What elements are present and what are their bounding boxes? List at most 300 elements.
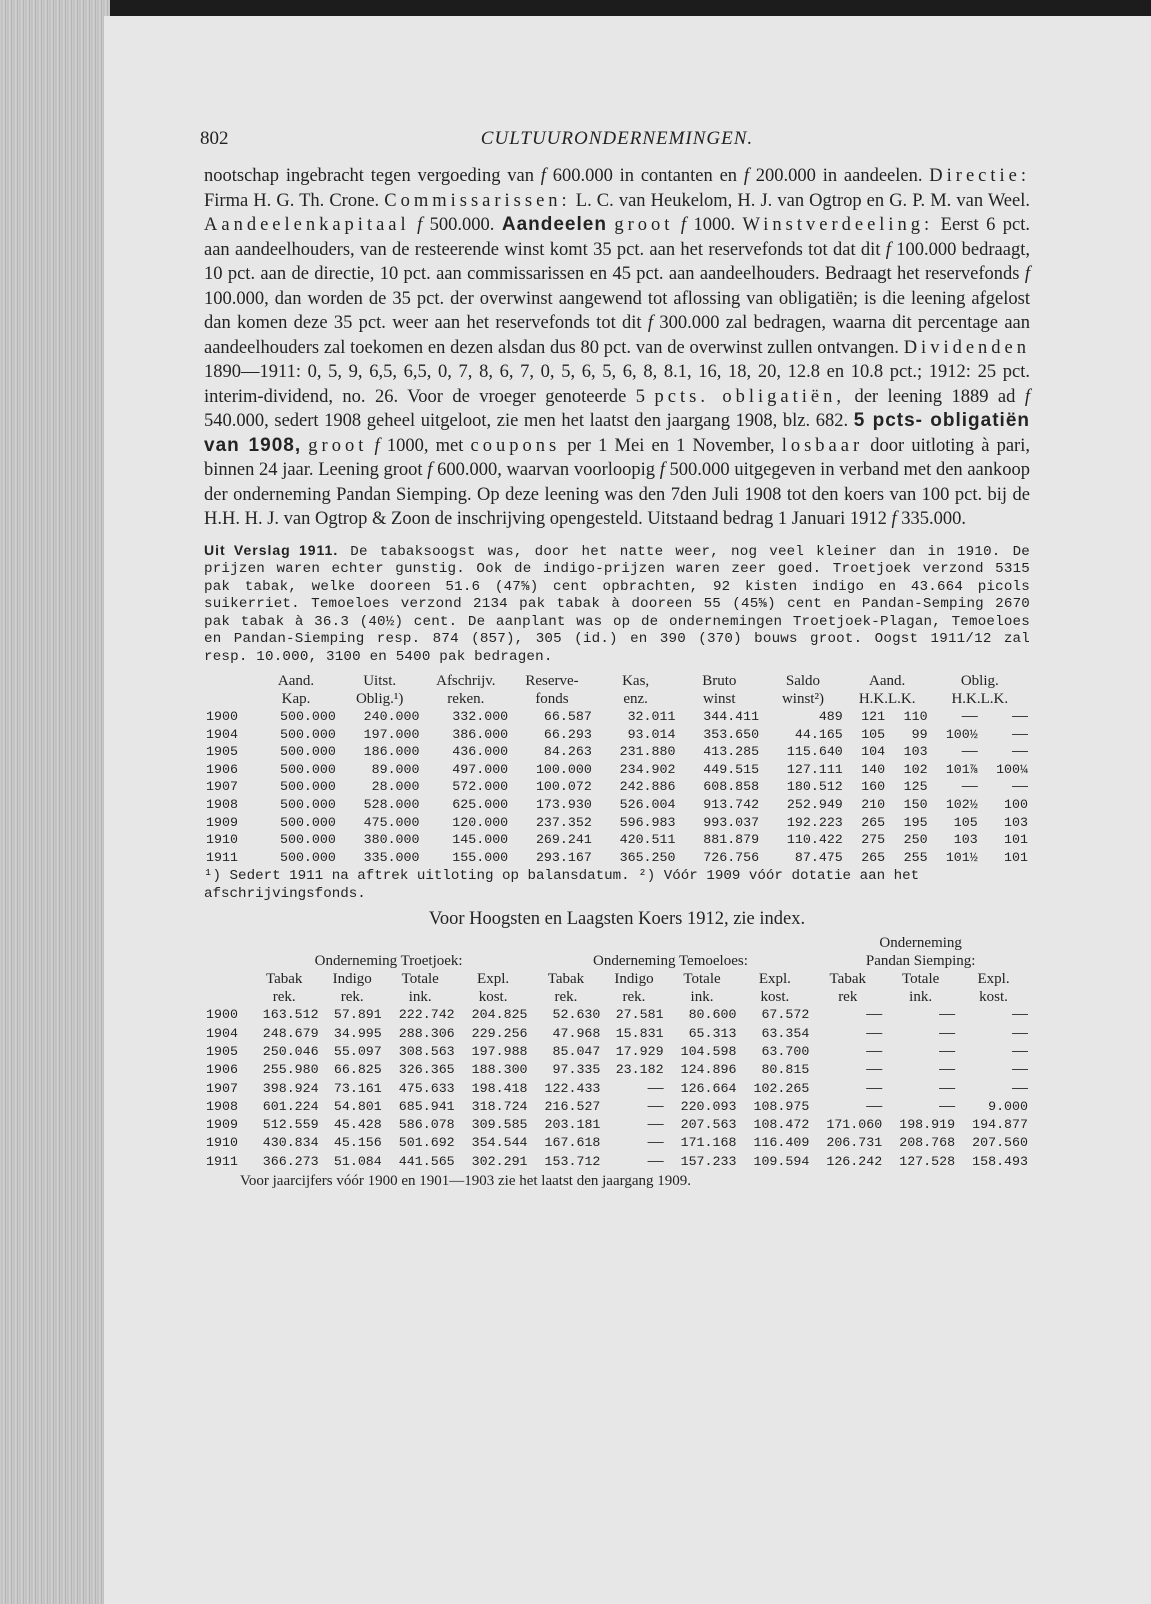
table-row bbox=[204, 831, 1030, 849]
table-cell: 208.768 bbox=[899, 1135, 956, 1151]
table-cell: 380.000 bbox=[363, 832, 420, 848]
table-cell: 100¼ bbox=[996, 761, 1028, 777]
column-header: rek. bbox=[340, 989, 364, 1006]
row-year: 1906 bbox=[206, 761, 238, 777]
paragraph-segment: f bbox=[427, 460, 433, 480]
column-header: Saldo bbox=[785, 673, 821, 689]
table-cell: 475.000 bbox=[363, 814, 420, 830]
table-cell: 102.265 bbox=[753, 1080, 810, 1096]
paragraph-segment: f bbox=[743, 166, 749, 186]
table-row bbox=[204, 761, 1030, 779]
table-cell: 80.600 bbox=[688, 1007, 737, 1023]
table-cell: 93.014 bbox=[627, 726, 676, 742]
table-cell: 398.924 bbox=[262, 1080, 319, 1096]
table-cell: —— bbox=[866, 1043, 883, 1059]
table-cell: 288.306 bbox=[398, 1025, 455, 1041]
table-cell: 302.291 bbox=[471, 1153, 528, 1169]
table-cell: 366.273 bbox=[262, 1153, 319, 1169]
table-cell: 23.182 bbox=[615, 1062, 664, 1078]
table-cell: 197.988 bbox=[471, 1043, 528, 1059]
table-cell: 210 bbox=[861, 796, 886, 812]
table-cell: 475.633 bbox=[398, 1080, 455, 1096]
paragraph-segment: Commissarissen: bbox=[384, 190, 571, 211]
table-cell: 625.000 bbox=[452, 796, 509, 812]
paragraph-segment: f bbox=[374, 435, 380, 456]
column-header: Tabak bbox=[265, 971, 303, 988]
table-cell: —— bbox=[939, 1098, 956, 1114]
table-cell: 192.223 bbox=[786, 814, 843, 830]
table-cell: 150 bbox=[903, 796, 928, 812]
table-cell: 204.825 bbox=[471, 1007, 528, 1023]
running-title: CULTUURONDERNEMINGEN. bbox=[480, 128, 754, 149]
column-header: Expl. bbox=[758, 971, 791, 988]
paragraph-segment: f bbox=[540, 166, 546, 186]
row-year: 1908 bbox=[206, 796, 238, 812]
table-cell: —— bbox=[961, 744, 978, 760]
table-cell: 512.559 bbox=[262, 1117, 319, 1133]
paragraph-segment: f bbox=[1024, 386, 1030, 407]
table-cell: 265 bbox=[861, 814, 886, 830]
table-cell: 173.930 bbox=[535, 796, 592, 812]
row-year: 1911 bbox=[206, 849, 238, 865]
table-cell: 84.263 bbox=[543, 744, 592, 760]
paragraph-segment: Winstverdeeling: bbox=[742, 215, 934, 235]
table-cell: 85.047 bbox=[552, 1043, 601, 1059]
production-table-header-bottom bbox=[204, 988, 1030, 1006]
table-cell: 413.285 bbox=[703, 744, 760, 760]
table-cell: 308.563 bbox=[398, 1043, 455, 1059]
column-header: Indigo bbox=[332, 971, 372, 988]
table-cell: 105 bbox=[953, 814, 978, 830]
table-cell: 601.224 bbox=[262, 1098, 319, 1114]
column-header: Aand. bbox=[277, 673, 315, 689]
column-header: Totale bbox=[902, 971, 940, 988]
table-cell: 109.594 bbox=[753, 1153, 810, 1169]
paragraph-segment: Aandeelenkapitaal bbox=[204, 215, 410, 235]
column-header: Tabak bbox=[829, 971, 866, 988]
table-cell: 153.712 bbox=[544, 1153, 601, 1169]
table-cell: 198.919 bbox=[899, 1117, 956, 1133]
table-cell: —— bbox=[866, 1025, 883, 1041]
column-header: Indigo bbox=[614, 971, 654, 988]
table-cell: 198.418 bbox=[471, 1080, 528, 1096]
paragraph-segment: groot bbox=[308, 435, 368, 456]
table-cell: 80.815 bbox=[761, 1062, 810, 1078]
column-header: fonds bbox=[535, 691, 569, 707]
table-cell: 265 bbox=[861, 849, 886, 865]
page-header bbox=[200, 128, 1030, 156]
row-year: 1910 bbox=[206, 1135, 238, 1151]
column-header: kost. bbox=[760, 989, 790, 1006]
row-year: 1907 bbox=[206, 779, 238, 795]
table-cell: 685.941 bbox=[398, 1098, 455, 1114]
table-cell: 100.072 bbox=[535, 779, 592, 795]
table-cell: 180.512 bbox=[786, 779, 843, 795]
group-troetjoek: Onderneming Troetjoek: bbox=[314, 953, 463, 970]
table-cell: 500.000 bbox=[279, 709, 336, 724]
table-cell: 586.078 bbox=[398, 1117, 455, 1133]
paragraph-segment: Aandeelen bbox=[501, 214, 607, 235]
table-cell: 104.598 bbox=[680, 1043, 737, 1059]
annual-report-summary bbox=[204, 542, 1030, 667]
table-cell: 66.587 bbox=[543, 709, 592, 724]
table-cell: —— bbox=[1012, 726, 1028, 742]
table-cell: 121 bbox=[861, 709, 886, 724]
table-cell: 101⅞ bbox=[945, 761, 978, 777]
row-year: 1908 bbox=[206, 1098, 238, 1114]
paragraph-segment: der leening 1889 ad bbox=[845, 386, 1025, 407]
table-cell: 420.511 bbox=[619, 832, 676, 848]
table-cell: 195 bbox=[903, 814, 928, 830]
paragraph-segment: door uitloting à pari, binnen 24 jaar. Leening groot bbox=[204, 435, 1030, 480]
table-row bbox=[204, 1025, 1030, 1043]
paragraph-segment: 500.000. bbox=[422, 215, 502, 235]
table-cell: 309.585 bbox=[471, 1117, 528, 1133]
table-cell: 500.000 bbox=[279, 761, 336, 777]
table-cell: 318.724 bbox=[471, 1098, 528, 1114]
table-cell: —— bbox=[647, 1117, 664, 1133]
table-cell: 500.000 bbox=[279, 849, 336, 865]
table-cell: —— bbox=[1012, 1007, 1028, 1023]
closing-note: Voor jaarcijfers vóór 1900 en 1901—1903 zie het laatst den jaargang 1909. bbox=[240, 1173, 691, 1190]
table-cell: 293.167 bbox=[535, 849, 592, 865]
table-cell: 57.891 bbox=[333, 1007, 382, 1023]
table-cell: 115.640 bbox=[786, 744, 843, 760]
table-row bbox=[204, 796, 1030, 814]
table-cell: 436.000 bbox=[452, 744, 509, 760]
row-year: 1900 bbox=[206, 1007, 238, 1023]
paragraph-segment: f bbox=[1024, 264, 1030, 284]
column-header: rek bbox=[838, 989, 858, 1006]
table-cell: 250.046 bbox=[262, 1043, 319, 1059]
table-cell: 104 bbox=[861, 744, 886, 760]
row-year: 1909 bbox=[206, 814, 238, 830]
annual-report-text: De tabaksoogst was, door het natte weer, nog veel kleiner dan in 1910. De prijzen waren echter gunstig. Ook de indigo-prijzen waren zeer goed. Troetjoek verzond 5315 pak tabak, welke dooreen 51.6 (47⅝) cent opbrachten, 92 kisten indigo en 43.664 picols suikerriet. Temoeloes verzond 2134 pak tabak à dooreen 55 (45⅝) cent en Pandan-Semping 2670 pak tabak à 36.3 (40½) cent. De aanplant was op de ondernemingen Troetjoek-Plagan, Temoeloes en Pandan-Siemping resp. 874 (857), 305 (id.) en 390 (370) bouws groot. Oogst 1911/12 zal resp. 10.000, 3100 en 5400 pak bedragen. bbox=[204, 543, 1030, 665]
paragraph-segment: 600.000 in contanten en bbox=[545, 166, 744, 186]
table-cell: 608.858 bbox=[703, 779, 760, 795]
table-cell: 45.428 bbox=[333, 1117, 382, 1133]
table-cell: 500.000 bbox=[279, 832, 336, 848]
table-cell: 15.831 bbox=[615, 1025, 664, 1041]
column-header: kost. bbox=[478, 989, 508, 1006]
paragraph-segment: f bbox=[680, 215, 687, 235]
row-year: 1911 bbox=[206, 1153, 238, 1169]
table-cell: —— bbox=[939, 1080, 956, 1096]
table-cell: 102½ bbox=[945, 796, 978, 812]
table-cell: 51.084 bbox=[333, 1153, 382, 1169]
table-cell: 103 bbox=[1004, 814, 1028, 830]
table-cell: 188.300 bbox=[471, 1062, 528, 1078]
table-cell: —— bbox=[866, 1062, 883, 1078]
table-cell: —— bbox=[1012, 709, 1028, 724]
table-cell: —— bbox=[1012, 779, 1028, 795]
column-header: Aand. bbox=[869, 673, 906, 689]
table-cell: 125 bbox=[903, 779, 928, 795]
table-cell: 32.011 bbox=[627, 709, 676, 724]
table-cell: 108.975 bbox=[753, 1098, 810, 1114]
page-content bbox=[200, 128, 1031, 1190]
column-header: Bruto bbox=[702, 673, 737, 689]
table-cell: 500.000 bbox=[279, 814, 336, 830]
table-cell: —— bbox=[647, 1153, 664, 1169]
paragraph-segment: f bbox=[417, 215, 423, 235]
paragraph-segment: f bbox=[885, 239, 891, 260]
table-cell: 101½ bbox=[945, 849, 978, 865]
table-cell: 250 bbox=[903, 832, 928, 848]
paragraph-segment: 600.000, waarvan voorloopig bbox=[432, 460, 660, 480]
table-footnote: ¹) Sedert 1911 na aftrek uitloting op balansdatum. ²) Vóór 1909 vóór dotatie aan het afschrijvingsfonds. bbox=[204, 868, 920, 902]
header-spacer bbox=[204, 672, 254, 690]
production-table-group-row-1 bbox=[204, 934, 1030, 952]
table-cell: 65.313 bbox=[688, 1025, 737, 1041]
annual-report-label: Uit Verslag 1911. bbox=[204, 541, 339, 558]
row-year: 1900 bbox=[206, 709, 238, 724]
table-cell: 97.335 bbox=[552, 1062, 601, 1078]
paragraph-segment: 5 pcts- obligatiën van 1908, bbox=[204, 410, 1030, 456]
table-cell: 63.700 bbox=[761, 1043, 810, 1059]
row-year: 1907 bbox=[206, 1080, 238, 1096]
header-spacer bbox=[204, 690, 254, 708]
table-cell: 52.630 bbox=[552, 1007, 601, 1023]
table-cell: 430.834 bbox=[262, 1135, 319, 1151]
column-header: Totale bbox=[401, 971, 439, 988]
table-cell: 127.111 bbox=[786, 761, 843, 777]
table-cell: 332.000 bbox=[452, 709, 509, 724]
table-cell: —— bbox=[866, 1098, 883, 1114]
table-cell: 99 bbox=[911, 726, 928, 742]
column-header: Expl. bbox=[477, 971, 510, 988]
table-row bbox=[204, 1043, 1030, 1061]
table-cell: 110.422 bbox=[786, 832, 843, 848]
table-cell: 103 bbox=[903, 744, 928, 760]
column-header: H.K.L.K. bbox=[858, 691, 916, 707]
row-year: 1905 bbox=[206, 744, 238, 760]
table-cell: 326.365 bbox=[398, 1062, 455, 1078]
financial-table-header-top bbox=[204, 672, 1030, 690]
column-header: rek. bbox=[622, 989, 646, 1006]
paragraph-segment: per 1 Mei en 1 November, bbox=[560, 435, 782, 456]
table-row bbox=[204, 1080, 1030, 1098]
table-cell: 449.515 bbox=[703, 761, 760, 777]
table-cell: 206.731 bbox=[826, 1135, 883, 1151]
paragraph-segment: 1890—1911: 0, 5, 9, 6,5, 6,5, 0, 7, 8, 6, 7, 0, 5, 6, 5, 6, 8, 8.1, 16, 18, 20, 12.8 en 10.8 pct.; 1912: 25 pct. interim-dividend, no. 26. Voor de vroeger genoteerde 5 bbox=[204, 362, 1030, 407]
table-cell: 386.000 bbox=[452, 726, 509, 742]
table-cell: —— bbox=[939, 1062, 956, 1078]
column-header: Kas, bbox=[622, 673, 650, 689]
paragraph-segment: Directie: bbox=[929, 166, 1031, 186]
table-cell: 47.968 bbox=[552, 1025, 601, 1041]
table-cell: 28.000 bbox=[371, 779, 420, 795]
table-cell: —— bbox=[647, 1135, 664, 1151]
table-cell: 497.000 bbox=[452, 761, 509, 777]
table-cell: 102 bbox=[903, 761, 928, 777]
paragraph-segment: Eerst 6 pct. aan aandeelhouders, van de resteerende winst komt 35 pct. aan het reservefonds tot dat dit bbox=[204, 215, 1030, 260]
table-cell: 103 bbox=[953, 832, 978, 848]
column-header: Kap. bbox=[281, 691, 311, 707]
column-header: Reserve- bbox=[525, 673, 579, 689]
table-cell: 528.000 bbox=[363, 796, 420, 812]
table-cell: 101 bbox=[1004, 832, 1028, 848]
row-year: 1904 bbox=[206, 1025, 238, 1041]
column-header: H.K.L.K. bbox=[951, 691, 1009, 707]
table-cell: 197.000 bbox=[363, 726, 420, 742]
table-row bbox=[204, 726, 1030, 744]
table-cell: 105 bbox=[861, 726, 886, 742]
header-spacer bbox=[204, 988, 248, 1006]
header-spacer bbox=[204, 970, 248, 988]
table-cell: 526.004 bbox=[619, 796, 676, 812]
table-cell: 353.650 bbox=[703, 726, 760, 742]
table-cell: 500.000 bbox=[279, 726, 336, 742]
table-cell: —— bbox=[866, 1080, 883, 1096]
paragraph-segment: f bbox=[647, 313, 654, 333]
paragraph-segment bbox=[410, 215, 417, 235]
table-cell: —— bbox=[1012, 1080, 1028, 1096]
table-cell: 207.560 bbox=[972, 1135, 1028, 1151]
financial-table bbox=[204, 672, 1030, 866]
table-cell: 44.165 bbox=[794, 726, 843, 742]
table-cell: —— bbox=[1012, 1025, 1028, 1041]
page-number: 802 bbox=[200, 128, 229, 149]
table-cell: 255 bbox=[903, 849, 928, 865]
paragraph-segment: 540.000, sedert 1908 geheel uitgeloot, zie men het laatst den jaargang 1908, blz. 682. bbox=[204, 411, 854, 431]
table-cell: 572.000 bbox=[452, 779, 509, 795]
table-cell: 110 bbox=[903, 709, 928, 724]
table-cell: 124.896 bbox=[680, 1062, 737, 1078]
koers-note: Voor Hoogsten en Laagsten Koers 1912, zie index. bbox=[428, 909, 806, 930]
table-cell: 27.581 bbox=[615, 1007, 664, 1023]
table-cell: 155.000 bbox=[452, 849, 509, 865]
table-row bbox=[204, 1134, 1030, 1152]
column-header: ink. bbox=[690, 989, 714, 1006]
row-year: 1906 bbox=[206, 1062, 238, 1078]
column-header: Uitst. bbox=[363, 673, 397, 689]
column-header: enz. bbox=[623, 691, 648, 707]
table-cell: 63.354 bbox=[761, 1025, 810, 1041]
table-cell: 248.679 bbox=[262, 1025, 319, 1041]
paragraph-segment: f bbox=[659, 460, 665, 480]
paragraph-segment: losbaar bbox=[781, 435, 864, 456]
table-cell: 194.877 bbox=[972, 1117, 1028, 1133]
table-cell: 441.565 bbox=[398, 1153, 455, 1169]
table-cell: 140 bbox=[861, 761, 886, 777]
book-page-edges bbox=[0, 0, 110, 1604]
table-cell: 126.664 bbox=[680, 1080, 737, 1096]
table-cell: 101 bbox=[1004, 849, 1028, 865]
production-table-header-top bbox=[204, 970, 1030, 988]
column-header: reken. bbox=[447, 691, 485, 707]
table-cell: 216.527 bbox=[544, 1098, 601, 1114]
paragraph-segment bbox=[367, 436, 374, 456]
table-cell: 120.000 bbox=[452, 814, 509, 830]
table-cell: 269.241 bbox=[535, 832, 592, 848]
table-cell: 45.156 bbox=[333, 1135, 382, 1151]
table-cell: 66.293 bbox=[543, 726, 592, 742]
production-table bbox=[204, 934, 1030, 1171]
table-cell: 167.618 bbox=[544, 1135, 601, 1151]
paragraph-segment: 335.000. bbox=[896, 509, 966, 529]
group-pandan-line2: Pandan Siemping: bbox=[865, 953, 976, 970]
table-cell: 158.493 bbox=[972, 1153, 1028, 1169]
table-cell: —— bbox=[961, 709, 978, 724]
table-cell: 275 bbox=[861, 832, 886, 848]
table-cell: 55.097 bbox=[333, 1043, 382, 1059]
table-cell: 145.000 bbox=[452, 832, 509, 848]
table-cell: 100.000 bbox=[535, 761, 592, 777]
table-cell: 203.181 bbox=[544, 1117, 601, 1133]
table-cell: —— bbox=[939, 1025, 956, 1041]
table-cell: 881.879 bbox=[703, 832, 760, 848]
row-year: 1910 bbox=[206, 832, 238, 848]
table-cell: 500.000 bbox=[279, 796, 336, 812]
column-header: Totale bbox=[683, 971, 721, 988]
table-cell: 17.929 bbox=[615, 1043, 664, 1059]
table-cell: 252.949 bbox=[786, 796, 843, 812]
company-description-paragraph bbox=[204, 164, 1030, 532]
table-cell: 171.060 bbox=[826, 1117, 883, 1133]
table-cell: 240.000 bbox=[363, 709, 420, 724]
table-cell: —— bbox=[647, 1098, 664, 1114]
table-cell: 335.000 bbox=[363, 849, 420, 865]
paragraph-segment: 100.000 bedraagt, 10 pct. aan de directie, 10 pct. aan commissarissen en 45 pct. aan aandeelhouders. Bedraagt het reservefonds bbox=[204, 239, 1030, 284]
column-header: Tabak bbox=[547, 971, 585, 988]
financial-table-header-bottom bbox=[204, 690, 1030, 708]
table-cell: —— bbox=[1012, 1062, 1028, 1078]
group-temoeloes: Onderneming Temoeloes: bbox=[592, 953, 748, 970]
table-cell: 116.409 bbox=[753, 1135, 810, 1151]
table-cell: 726.756 bbox=[703, 849, 760, 865]
paragraph-segment: 200.000 in aandeelen. bbox=[748, 166, 930, 186]
table-cell: 993.037 bbox=[703, 814, 760, 830]
table-cell: 108.472 bbox=[753, 1117, 810, 1133]
table-row bbox=[204, 814, 1030, 832]
table-row bbox=[204, 778, 1030, 796]
table-row bbox=[204, 1153, 1030, 1171]
column-header: Oblig.¹) bbox=[355, 691, 404, 707]
table-cell: 234.902 bbox=[619, 761, 676, 777]
table-cell: 54.801 bbox=[333, 1098, 382, 1114]
table-cell: 354.544 bbox=[471, 1135, 528, 1151]
table-cell: 500.000 bbox=[279, 744, 336, 760]
table-cell: 171.168 bbox=[680, 1135, 737, 1151]
table-row bbox=[204, 1061, 1030, 1079]
table-cell: 231.880 bbox=[619, 744, 676, 760]
table-row bbox=[204, 849, 1030, 867]
table-cell: 126.242 bbox=[826, 1153, 883, 1169]
table-cell: 344.411 bbox=[703, 709, 760, 724]
group-pandan-line1: Onderneming bbox=[879, 935, 962, 952]
table-cell: 127.528 bbox=[899, 1153, 956, 1169]
paragraph-segment: Firma H. G. Th. Crone. bbox=[204, 190, 385, 211]
table-cell: —— bbox=[961, 779, 978, 795]
column-header: Oblig. bbox=[960, 673, 999, 689]
column-header: winst bbox=[703, 691, 736, 707]
paragraph-segment: Dividenden bbox=[903, 337, 1030, 358]
table-row bbox=[204, 743, 1030, 761]
paragraph-segment: L. C. van Heukelom, H. J. van Ogtrop en G. P. M. van Weel. bbox=[570, 190, 1030, 211]
table-cell: 242.886 bbox=[619, 779, 676, 795]
paragraph-segment bbox=[673, 215, 680, 235]
table-cell: 9.000 bbox=[988, 1098, 1028, 1114]
column-header: ink. bbox=[408, 989, 432, 1006]
column-header: Expl. bbox=[977, 971, 1010, 988]
table-cell: 163.512 bbox=[262, 1007, 319, 1023]
table-cell: 34.995 bbox=[333, 1025, 382, 1041]
table-cell: —— bbox=[939, 1043, 956, 1059]
table-cell: 255.980 bbox=[262, 1062, 319, 1078]
table-cell: —— bbox=[1012, 744, 1028, 760]
paragraph-segment: 300.000 zal bedragen, waarna dit percentage aan aandeelhouders zal toekomen en dezen alsdan dus 80 pct. van de overwinst zullen ontvangen. bbox=[204, 313, 1030, 358]
